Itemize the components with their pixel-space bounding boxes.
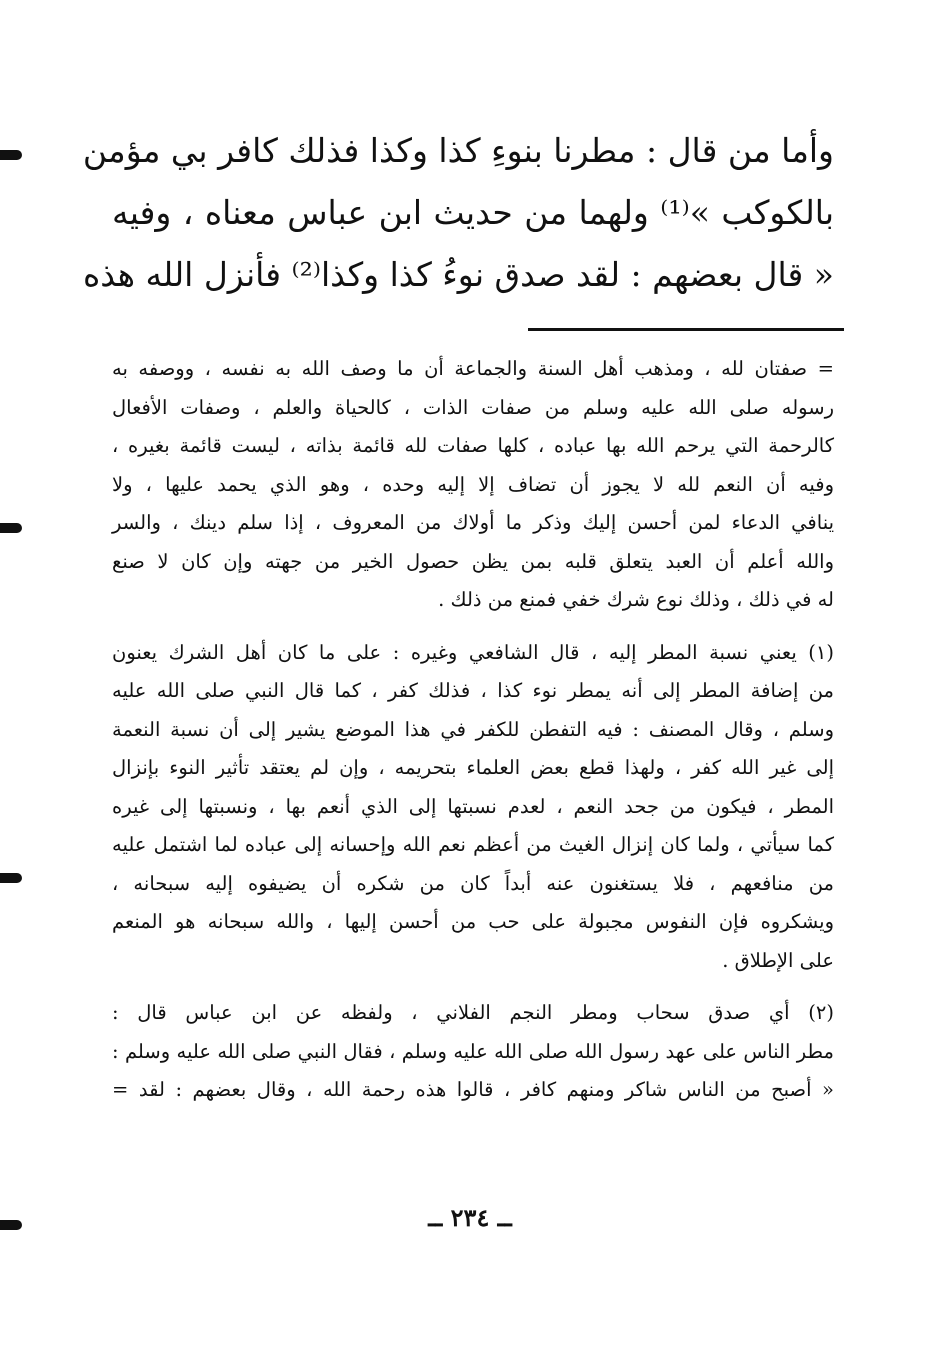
footnote-1 <box>112 634 834 981</box>
footnote-line: = صفتان لله ، ومذهب أهل السنة والجماعة أن ما وصف الله به نفسه ، ووصفه به <box>112 357 834 380</box>
main-text-line: بالكوكب »⁽¹⁾ ولهما من حديث ابن عباس معناه ، وفيه <box>112 193 834 232</box>
footnote-line: من منافعهم ، فلا يستغنون عنه أبداً كان من شكره أن يضيفوه إليه سبحانه ، <box>112 871 834 895</box>
footnote-line: والله أعلم أن العبد يتعلق قلبه بمن يظن حصول الخير من جهته وإن كان لا صنع <box>112 549 834 573</box>
footnote-line: (٢) أي صدق سحاب ومطر النجم الفلاني ، ولفظه عن ابن عباس قال : <box>112 1001 834 1024</box>
footnote-line: كما سيأتي ، ولما كان إنزال الغيث من أعظم نعم الله وإحسانه إلى عباده لما اشتمل عليه <box>112 833 834 856</box>
footnote-separator <box>528 328 844 331</box>
footnote-line: (١) يعني نسبة المطر إليه ، قال الشافعي وغيره : على ما كان أهل الشرك يعنون <box>112 640 834 664</box>
footnote-line: مطر الناس على عهد رسول الله صلى الله عليه وسلم ، فقال النبي صلى الله عليه وسلم : <box>112 1039 834 1063</box>
footnote-line: على الإطلاق . <box>722 948 834 972</box>
margin-mark <box>0 150 22 160</box>
margin-mark <box>0 873 22 883</box>
footnote-continuation <box>112 350 834 620</box>
footnote-line: رسوله صلى الله عليه وسلم من صفات الذات ، كالحياة والعلم ، وصفات الأفعال <box>112 395 834 419</box>
margin-mark <box>0 523 22 533</box>
footnote-line: كالرحمة التي يرحم الله بها عباده ، كلها صفات لله قائمة بذاته ، ليست قائمة بغيره ، <box>112 434 834 457</box>
footnote-line: وفيه أن النعم لله لا يجوز أن تضاف إلا إليه وحده ، وهو الذي يحمد عليها ، ولا <box>112 472 834 496</box>
footnote-2 <box>112 994 834 1110</box>
footnote-line: وسلم ، وقال المصنف : فيه التفطن للكفر في هذا الموضع يشير إلى أن نسبة النعمة <box>112 717 834 741</box>
main-text-line: وأما من قال : مطرنا بنوءِ كذا وكذا فذلك كافر بي مؤمن <box>82 131 834 170</box>
footnote-line: من إضافة المطر إلى أنه يمطر نوء كذا ، فذلك كفر ، كما قال النبي صلى الله عليه <box>112 679 834 702</box>
main-text <box>82 120 834 306</box>
main-text-line: « قال بعضهم : لقد صدق نوءُ كذا وكذا⁽²⁾ فأنزل الله هذه <box>82 255 834 294</box>
footnote-line: له في ذلك ، وذلك نوع شرك خفي فمنع من ذلك . <box>438 588 834 611</box>
footnote-line: ويشكروه فإن النفوس مجبولة على حب من أحسن إليها ، والله سبحانه هو المنعم <box>112 910 834 933</box>
footnote-line: ينافي الدعاء لمن أحسن إليك وذكر ما أولاك من المعروف ، إذا سلم دينك ، والسر <box>112 511 834 534</box>
footnotes <box>112 350 834 1124</box>
footnote-line: المطر ، فيكون من جحد النعم ، لعدم نسبتها إلى الذي أنعم بها ، ونسبتها إلى غيره <box>112 794 834 818</box>
page-number: ــ ٢٣٤ ــ <box>428 1203 512 1232</box>
footnote-line: إلى غير الله كفر ، ولهذا قطع بعض العلماء بتحريمه ، وإن لم يعتقد تأثير النوء بإنزال <box>112 756 834 779</box>
footnote-line: « أصبح من الناس شاكر ومنهم كافر ، قالوا هذه رحمة الله ، وقال بعضهم : لقد = <box>112 1078 834 1101</box>
